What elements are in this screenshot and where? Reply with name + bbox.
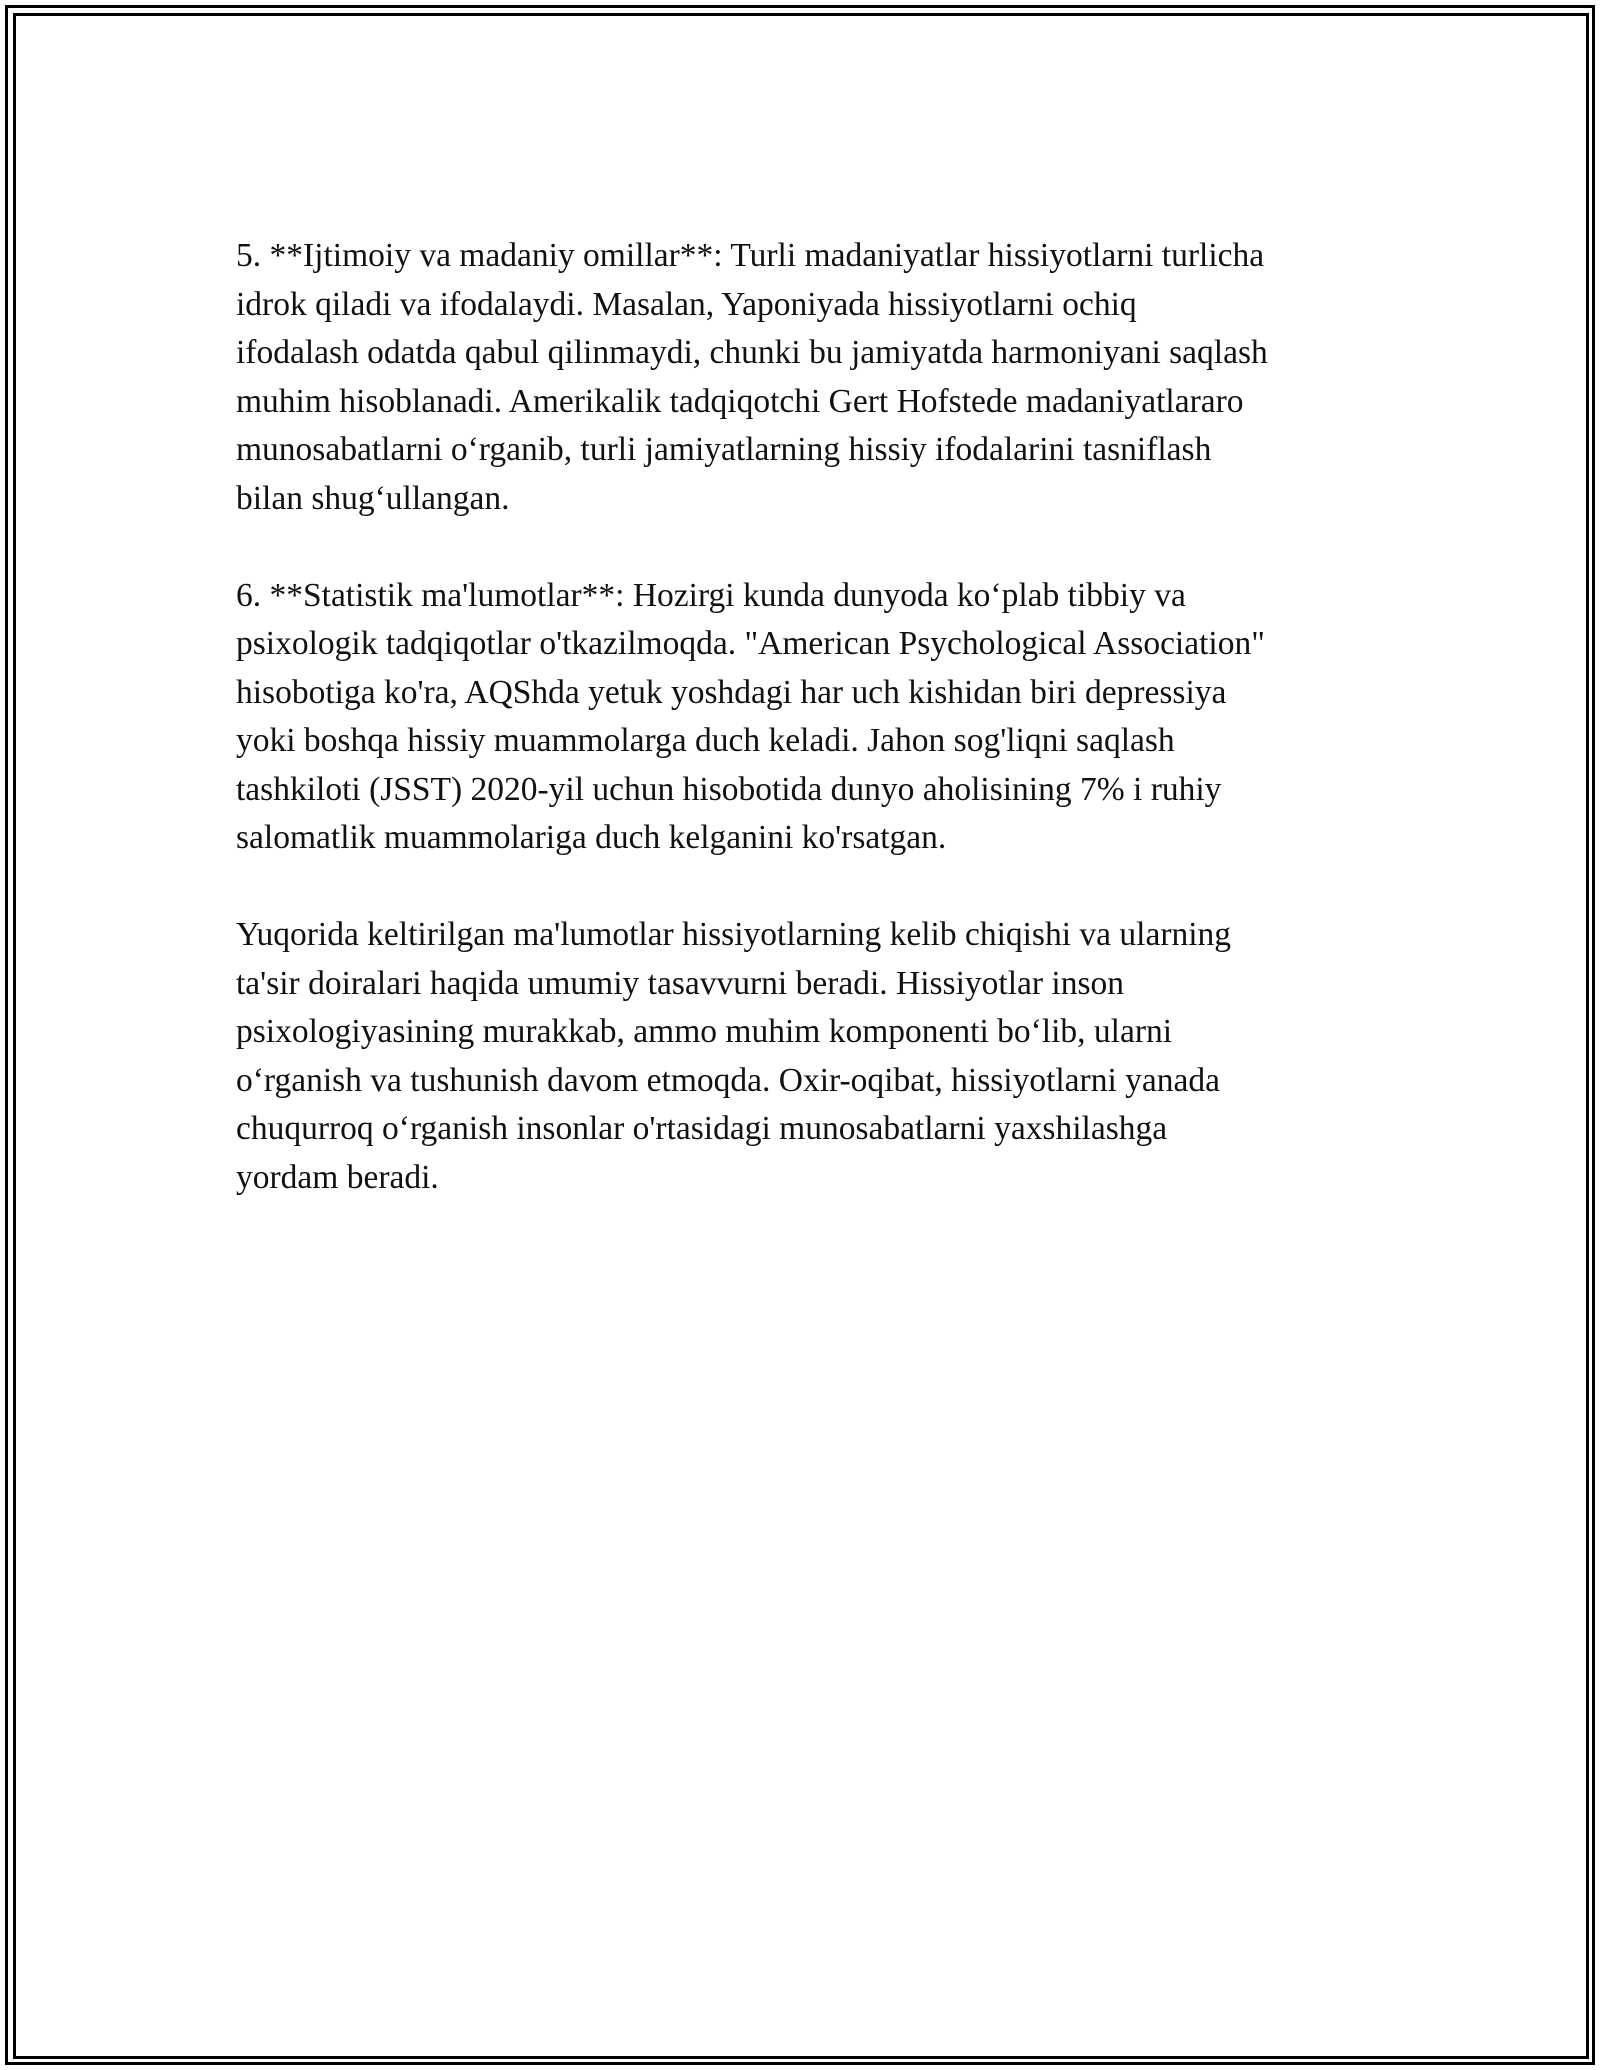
- text-line: psixologiyasining murakkab, ammo muhim komponenti bo‘lib, ularni: [236, 1013, 1173, 1050]
- text-line: 6. **Statistik ma'lumotlar**: Hozirgi kunda dunyoda ko‘plab tibbiy va: [236, 576, 1186, 614]
- text-line: ta'sir doiralari haqida umumiy tasavvurni beradi. Hissiyotlar inson: [236, 964, 1125, 1002]
- text-line: tashkiloti (JSST) 2020-yil uchun hisobotida dunyo aholisining 7% i ruhiy: [236, 770, 1222, 808]
- text-line: Yuqorida keltirilgan ma'lumotlar hissiyotlarning kelib chiqishi va ularning: [236, 916, 1232, 953]
- text-line: 5. **Ijtimoiy va madaniy omillar**: Turli madaniyatlar hissiyotlarni turlicha: [236, 237, 1265, 274]
- text-line: ifodalash odatda qabul qilinmaydi, chunki bu jamiyatda harmoniyani saqlash: [236, 334, 1268, 371]
- paragraph-social-cultural-factors: [236, 232, 1396, 523]
- text-line: idrok qiladi va ifodalaydi. Masalan, Yaponiyada hissiyotlarni ochiq: [236, 285, 1137, 323]
- text-line: munosabatlarni o‘rganib, turli jamiyatlarning hissiy ifodalarini tasniflash: [236, 431, 1212, 468]
- paragraph-conclusion: [236, 911, 1396, 1202]
- text-line: salomatlik muammolariga duch kelganini ko'rsatgan.: [236, 819, 947, 856]
- paragraph-statistics: [236, 572, 1396, 863]
- text-line: chuqurroq o‘rganish insonlar o'rtasidagi munosabatlarni yaxshilashga: [236, 1110, 1168, 1147]
- document-body: [236, 232, 1396, 1251]
- text-line: yoki boshqa hissiy muammolarga duch keladi. Jahon sog'liqni saqlash: [236, 722, 1175, 759]
- text-line: bilan shug‘ullangan.: [236, 479, 510, 517]
- text-line: hisobotiga ko'ra, AQShda yetuk yoshdagi har uch kishidan biri depressiya: [236, 673, 1227, 711]
- text-line: o‘rganish va tushunish davom etmoqda. Oxir-oqibat, hissiyotlarni yanada: [236, 1061, 1220, 1099]
- text-line: psixologik tadqiqotlar o'tkazilmoqda. "American Psychological Association": [236, 625, 1265, 662]
- text-line: yordam beradi.: [236, 1158, 439, 1196]
- text-line: muhim hisoblanadi. Amerikalik tadqiqotchi Gert Hofstede madaniyatlararo: [236, 382, 1244, 420]
